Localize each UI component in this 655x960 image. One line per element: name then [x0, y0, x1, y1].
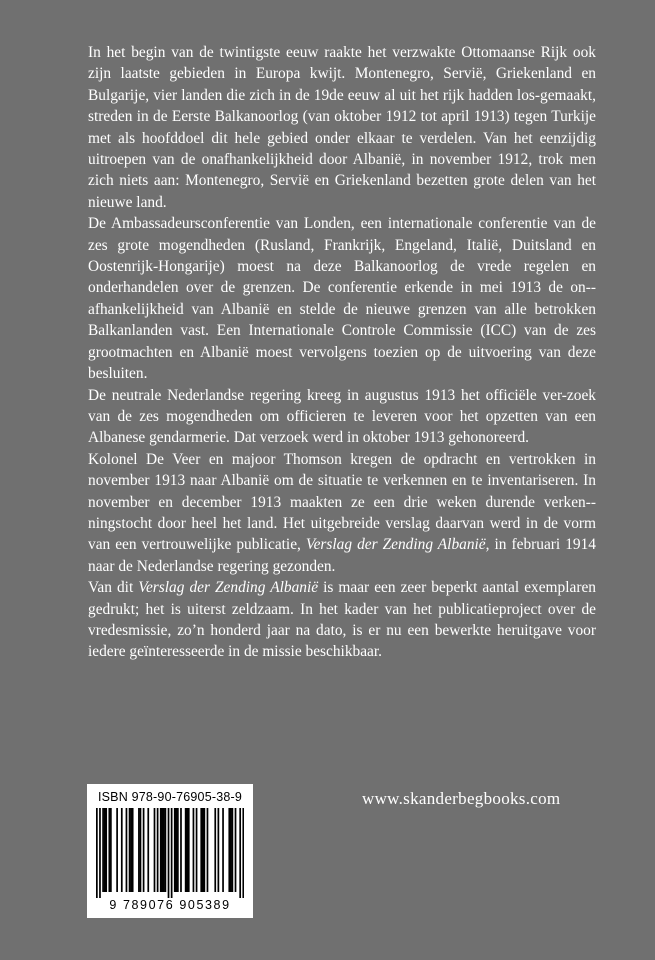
barcode-bar [186, 808, 188, 892]
barcode-bar [175, 808, 177, 892]
barcode-bar [239, 808, 241, 898]
barcode-bar [160, 808, 162, 892]
barcode-bar [232, 808, 234, 892]
text-segment: Van dit [88, 579, 139, 597]
blurb-text [88, 42, 596, 663]
text-segment: is maar een zeer beperkt aantal exemplaren gedrukt; het is uiterst zeldzaam. In het kader van het publicatieproject over de vredesmissie, zo’n honderd jaar na dato, is er nu een bewerkte heruitgave voor iedere geïnteresseerde in de missie beschikbaar. [88, 579, 596, 661]
barcode-bar [200, 808, 202, 892]
barcode-bar [171, 808, 173, 898]
paragraph-3 [88, 385, 596, 449]
barcode-bar [168, 808, 170, 898]
barcode-bar [143, 808, 145, 892]
barcode-bar [222, 808, 224, 892]
isbn-digits: 9 789076 905389 [109, 898, 231, 912]
barcode-bar [157, 808, 159, 892]
barcode-bar [202, 808, 204, 892]
italic-title: Verslag der Zending Albanië [138, 579, 319, 597]
barcode-bar [116, 808, 118, 892]
barcode-bar [180, 808, 182, 892]
barcode-bar [121, 808, 123, 892]
barcode-bar [132, 808, 134, 892]
italic-title: Verslag der Zending Albanië [305, 536, 486, 554]
isbn-label: ISBN 978-90-76905-38-9 [97, 790, 243, 804]
text-segment: De Ambassadeursconferentie van Londen, een internationale conferentie van de zes grote mogendheden (Rusland, Frankrijk, Engeland, Italië, Duitsland en Oostenrijk-Hongarije) moest na deze Balkanoorlog de vrede regelen en onderhandelen over de grenzen. De conferentie erkende in mei 1913 de on-afhankelijkheid van Albanië en stelde de nieuwe grenzen van alle betrokken Balkanlanden vast. Een Internationale Controle Commissie (ICC) van de zes grootmachten en Albanië moest vervolgens toezien op de uitvoering van deze besluiten. [88, 215, 596, 383]
barcode-bar [105, 808, 107, 892]
website-url: www.skanderbegbooks.com [362, 789, 561, 808]
barcode-bar [177, 808, 179, 892]
barcode-bar [154, 808, 156, 892]
barcode-bar [102, 808, 104, 892]
barcode-bar [165, 808, 167, 892]
barcode-bar [99, 808, 101, 898]
barcode-bar [196, 808, 198, 892]
barcode-bar [185, 808, 187, 892]
paragraph-4 [88, 449, 596, 577]
barcode-bar [203, 808, 205, 892]
paragraph-1 [88, 42, 596, 213]
barcode-bar [214, 808, 216, 892]
barcode-bar [126, 808, 128, 892]
barcode-bar [174, 808, 176, 892]
barcode-bar [96, 808, 98, 898]
isbn-barcode-box [87, 784, 253, 918]
text-segment: De neutrale Nederlandse regering kreeg in augustus 1913 het officiële ver-zoek van de zes mogendheden om officieren te leveren voor het opzetten van een Albanese gendarmerie. Dat verzoek werd in oktober 1913 gehonoreerd. [88, 386, 596, 447]
paragraph-2 [88, 213, 596, 384]
barcode-bar [218, 808, 220, 892]
barcode-bar [130, 808, 132, 892]
text-segment: In het begin van de twintigste eeuw raakte het verzwakte Ottomaanse Rijk ook zijn laatste gebieden in Europa kwijt. Montenegro, Servië, Griekenland en Bulgarije, vier landen die zich in de 19de eeuw al uit het rijk hadden los-gemaakt, streden in de Eerste Balkanoorlog (van oktober 1912 tot april 1913) tegen Turkije met als hoofddoel dit hele gebied onder elkaar te verdelen. Van het eenzijdig uitroepen van de onafhankelijkheid door Albanië, in november 1912, trok men zich niets aan: Montenegro, Servië en Griekenland bezetten grote delen van het nieuwe land. [88, 44, 596, 211]
barcode [96, 808, 244, 898]
barcode-bar [188, 808, 190, 892]
paragraph-5 [88, 577, 596, 663]
barcode-bar [235, 808, 237, 892]
barcode-bar [228, 808, 230, 892]
text-segment: , in februari 1914 naar de Nederlandse regering gezonden. [88, 536, 596, 575]
barcode-bar [110, 808, 112, 892]
barcode-bar [108, 808, 110, 892]
barcode-bar [193, 808, 195, 892]
barcode-bar [242, 808, 244, 898]
barcode-bar [161, 808, 163, 892]
barcode-bar [163, 808, 165, 892]
barcode-bar [230, 808, 232, 892]
barcode-bar [207, 808, 209, 892]
barcode-bar [104, 808, 106, 892]
text-segment: Kolonel De Veer en majoor Thomson kregen de opdracht en vertrokken in november 1913 naar Albanië om de situatie te verkennen en te inventariseren. In november en december 1913 maakten ze een drie weken durende verken-ningstocht door heel het land. Het uitgebreide verslag daarvan werd in de vorm van een vertrouwelijke publicatie, [88, 450, 596, 554]
barcode-bar [147, 808, 149, 892]
barcode-bar [129, 808, 131, 892]
barcode-bar [140, 808, 142, 892]
barcode-bar [138, 808, 140, 892]
